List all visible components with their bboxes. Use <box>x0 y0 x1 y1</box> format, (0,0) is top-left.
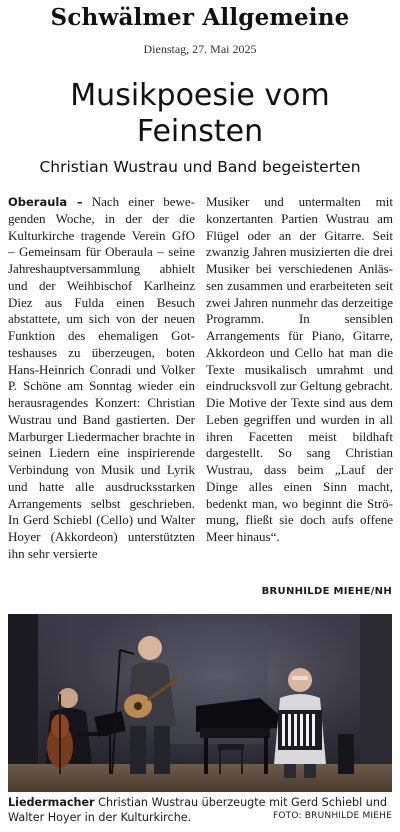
article-text-left: Nach einer bewegenden Woche, in der der die Kulturkirche tragende Verein GfO – Gemeinsam für Oberaula – seine Jahreshauptversammlung abhielt und der Weihbischof Karlheinz Diez aus Fulda einen Besuch abstattete, um sich von der neuen Funktion des ehemaligen Gotteshauses zu überzeugen, boten Hans-Heinrich Conradi und Volker P. Schöne am Sonntag wieder ein herausragendes Konzert: Christian Wustrau und Band gastierten. Der Marburger Liedermacher brachte in seinen Liedern eine inspirierende Verbindung von Musik und Lyrik und hatte alle ausdrucksstarken Arrangements selbst geschrieben. In Gerd Schiebl (Cello) und Walter Hoyer (Akkordeon) unterstützten ihn sehr versierte <box>8 194 195 561</box>
caption-lead: Liedermacher <box>8 796 95 809</box>
dateline-place: Oberaula – <box>8 195 83 209</box>
newspaper-masthead: Schwälmer Allgemeine <box>50 4 350 31</box>
article-column-left <box>8 194 195 563</box>
caption-text: Christian Wustrau überzeugte mit Gerd Schiebl und Walter Hoyer in der Kulturkirche. <box>8 796 388 824</box>
article-byline: BRUNHILDE MIEHE/NH <box>261 586 392 597</box>
article-text-right: Musiker und untermalten mit konzertanten Partien Wustrau am Flügel oder an der Gitarre. Seit zwanzig Jahren musizierten die drei Musiker bei verschiedenen Anlässen zusammen und erarbeiteten seit zwei Jahren nunmehr das derzeitige Programm. In sensiblen Arrangements für Piano, Gitarre, Akkordeon und Cello hat man die Texte musikalisch umrahmt und eindrucksvoll zur Geltung gebracht. Die Motive der Texte sind aus dem Leben gegriffen und wurden in all ihren Facetten meist bildhaft dargestellt. So sang Christian Wustrau, dass beim „Lauf der Dinge alles einen Sinn macht, bedenkt man, wo beginnt die Strömung, fließt sie doch aufs offene Meer hinaus“. <box>206 194 393 544</box>
photo-credit: FOTO: BRUNHILDE MIEHE <box>273 811 392 821</box>
article-headline: Musikpoesie vom Feinsten <box>70 78 330 149</box>
issue-date: Dienstag, 27. Mai 2025 <box>143 42 257 56</box>
concert-photo <box>8 614 392 792</box>
article-column-right <box>206 194 393 546</box>
concert-photo-illustration <box>8 614 392 792</box>
article-subheadline: Christian Wustrau und Band begeisterten <box>39 158 361 176</box>
